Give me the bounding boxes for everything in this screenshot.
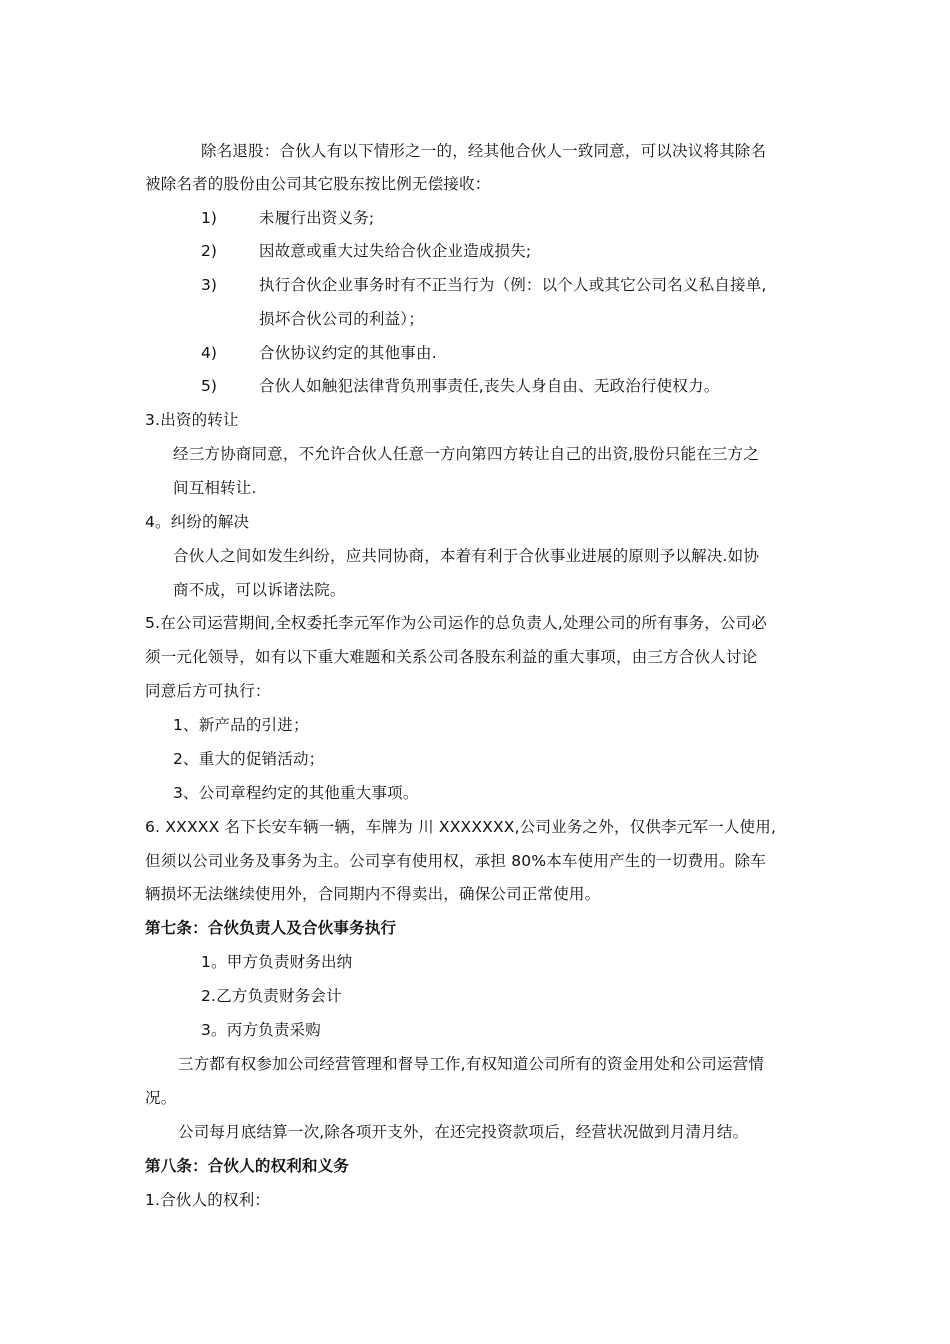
list-item-number: 1): [201, 209, 217, 227]
vehicle-paragraph-line-3: 辆损坏无法继续使用外，合同期内不得卖出，确保公司正常使用。: [145, 885, 601, 903]
list-item-text-continued: 损坏合伙公司的利益）；: [259, 310, 424, 328]
list-item-number: 2): [201, 242, 217, 260]
list-item-text: 执行合伙企业事务时有不正当行为（例：以个人或其它公司名义私自接单,: [259, 276, 767, 294]
transfer-paragraph-line-2: 间互相转让.: [173, 479, 257, 497]
list-item-number: 5): [201, 377, 217, 395]
article-8-heading: 第八条：合伙人的权利和义务: [145, 1157, 350, 1175]
operations-paragraph-line-3: 同意后方可执行：: [145, 682, 271, 700]
section-heading-dispute: 4。纠纷的解决: [145, 513, 250, 531]
dispute-paragraph-line-2: 商不成，可以诉诸法院。: [173, 581, 346, 599]
list-item-text: 因故意或重大过失给合伙企业造成损失;: [259, 242, 532, 260]
dispute-paragraph-line-1: 合伙人之间如发生纠纷，应共同协商，本着有利于合伙事业进展的原则予以解决.如协: [173, 547, 760, 565]
major-matter-item: 1、新产品的引进；: [173, 716, 309, 734]
section-heading-transfer: 3.出资的转让: [145, 411, 239, 429]
vehicle-paragraph-line-1: 6. XXXXX 名下长安车辆一辆，车牌为 川 XXXXXXX,公司业务之外，仅供李元军一人使用,: [145, 818, 777, 836]
list-item-number: 3): [201, 276, 217, 294]
duty-item: 3。丙方负责采购: [201, 1021, 321, 1039]
list-item-text: 未履行出资义务;: [259, 209, 375, 227]
operations-paragraph-line-1: 5.在公司运营期间,全权委托李元军作为公司运作的总负责人,处理公司的所有事务，公司必: [145, 614, 768, 632]
rights-paragraph-line-2: 况。: [145, 1089, 177, 1107]
major-matter-item: 2、重大的促销活动；: [173, 750, 325, 768]
vehicle-paragraph-line-2: 但须以公司业务及事务为主。公司享有使用权，承担 80%本车使用产生的一切费用。除车: [145, 852, 767, 870]
list-item-text: 合伙人如触犯法律背负刑事责任,丧失人身自由、无政治行使权力。: [259, 377, 720, 395]
list-item-number: 4): [201, 344, 217, 362]
rights-paragraph-line-1: 三方都有权参加公司经营管理和督导工作,有权知道公司所有的资金用处和公司运营情: [178, 1055, 765, 1073]
operations-paragraph-line-2: 须一元化领导，如有以下重大难题和关系公司各股东利益的重大事项，由三方合伙人讨论: [145, 648, 758, 666]
list-item-text: 合伙协议约定的其他事由.: [259, 344, 437, 362]
partner-rights-subheading: 1.合伙人的权利：: [145, 1191, 271, 1209]
expulsion-paragraph-line-2: 被除名者的股份由公司其它股东按比例无偿接收：: [145, 175, 491, 193]
duty-item: 2.乙方负责财务会计: [201, 987, 342, 1005]
settlement-paragraph: 公司每月底结算一次,除各项开支外，在还完投资款项后，经营状况做到月清月结。: [178, 1123, 749, 1141]
duty-item: 1。甲方负责财务出纳: [201, 953, 353, 971]
expulsion-paragraph-line-1: 除名退股：合伙人有以下情形之一的，经其他合伙人一致同意，可以决议将其除名: [201, 142, 767, 160]
article-7-heading: 第七条：合伙负责人及合伙事务执行: [145, 919, 397, 937]
transfer-paragraph-line-1: 经三方协商同意，不允许合伙人任意一方向第四方转让自己的出资,股份只能在三方之: [173, 445, 760, 463]
major-matter-item: 3、公司章程约定的其他重大事项。: [173, 784, 419, 802]
